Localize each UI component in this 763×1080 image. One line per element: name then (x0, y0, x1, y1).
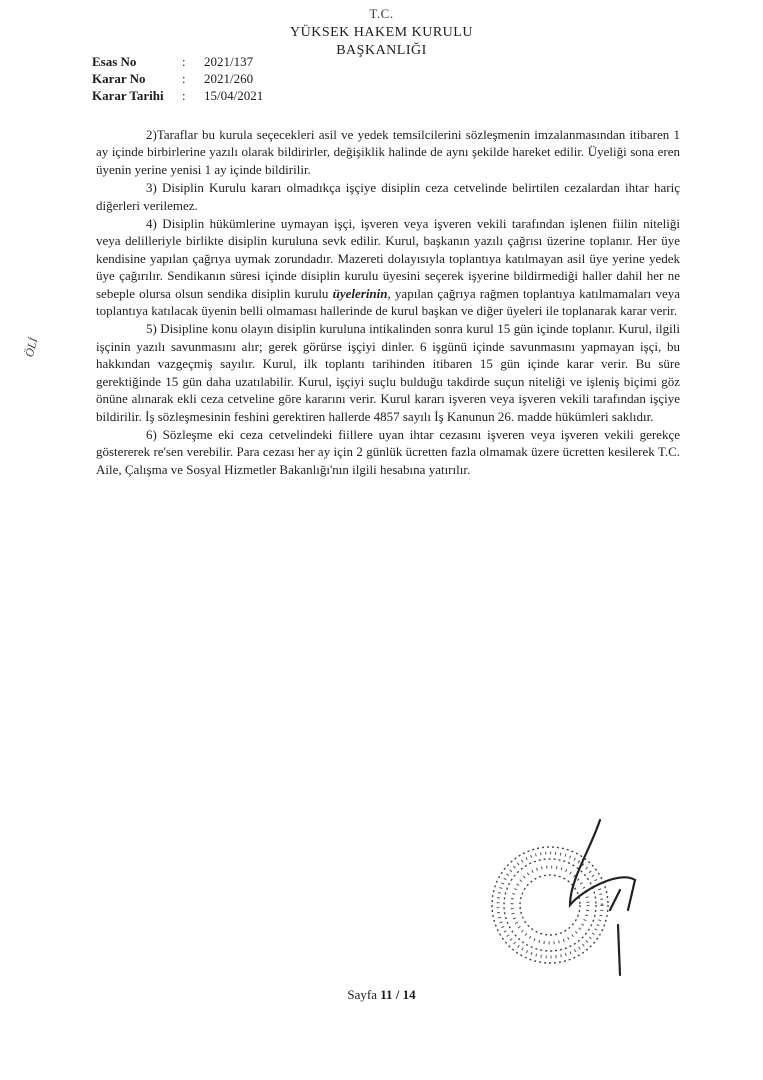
page-prefix: Sayfa (347, 987, 381, 1002)
document-header (0, 6, 763, 58)
page-footer (0, 987, 763, 1003)
paragraph-3: 3) Disiplin Kurulu kararı olmadıkça işçiye disiplin ceza cetvelinde belirtilen cezalardan ihtar hariç diğerleri verilemez. (96, 180, 680, 213)
karar-label: Karar No (92, 71, 146, 86)
esas-colon: : (182, 54, 186, 69)
paragraph-4-emphasis: üyelerinin (332, 285, 388, 301)
esas-label: Esas No (92, 54, 137, 69)
karar-colon: : (182, 71, 186, 86)
karar-row (92, 70, 263, 87)
paragraph-4 (96, 215, 680, 319)
tarih-colon: : (182, 88, 186, 103)
header-department: BAŞKANLIĞI (336, 43, 427, 58)
handwritten-margin-note: ÖLİ (21, 336, 41, 359)
header-tc: T.C. (369, 6, 394, 21)
page-current: 11 (380, 987, 393, 1002)
paragraph-2: 2)Taraflar bu kurula seçecekleri asil ve yedek temsilcilerini sözleşmenin imzalanmasından itibaren 1 ay içinde birbirlerine yazılı olarak bildirirler, değişiklik halinde de aynı şekilde hareket edilir. Üyeliği sona eren üyenin yerine yenisi 1 ay içinde bildirilir. (96, 127, 680, 177)
document-body (96, 126, 680, 479)
esas-value: 2021/137 (204, 54, 254, 69)
esas-row (92, 53, 263, 70)
paragraph-6: 6) Sözleşme eki ceza cetvelindeki fiillere uyan ihtar cezasını işveren veya işveren vekili gerekçe göstererek re'sen verebilir. Para cezası her ay için 2 günlük ücretten fazla olmamak üzere ücretten kesilerek T.C. Aile, Çalışma ve Sosyal Hizmetler Bakanlığı'nın ilgili hesabına yatırılır. (96, 426, 680, 477)
case-metadata (92, 53, 263, 104)
karar-value: 2021/260 (204, 71, 254, 86)
header-organization: YÜKSEK HAKEM KURULU (290, 25, 473, 40)
paragraph-5: 5) Disipline konu olayın disiplin kuruluna intikalinden sonra kurul 15 gün içinde toplanır. Kurul, ilgili işçinin yazılı savunmasını alır; gerek görürse işçiyi dinler. 6 işgünü içinde savunmasını yapmayan işçi, bu hakkından vazgeçmiş sayılır. Kurul, ilk toplantı tarihinden itibaren 15 gün içinde karar verir. Bu süre gerektiğinde 15 gün daha uzatılabilir. Kurul, işçiyi suçlu bulduğu takdirde suçun niteliği ve işleniş biçimi göz önüne alınarak ekli ceza cetveline göre kararını verir. Kurul kararı işveren veya işveren vekili tarafından işçiye bildirilir. İş sözleşmesinin feshini gerektiren hallerde 4857 sayılı İş Kanunun 26. madde hükümleri saklıdır. (96, 321, 680, 424)
tarih-row (92, 87, 263, 104)
paragraph-4-text-b: , yapılan çağrıya rağmen toplantıya katılmamaları veya toplantıya katılacak üyenin belli olmaması hallerinde de kurul başkan ve diğer üyeleri ile toplanarak karar verir. (96, 285, 680, 319)
tarih-label: Karar Tarihi (92, 88, 164, 103)
page-separator: / (392, 987, 403, 1002)
tarih-value: 15/04/2021 (204, 88, 264, 103)
paragraph-4-text-a: 4) Disiplin hükümlerine uymayan işçi, işveren veya işveren vekili tarafından işlenen fiilin niteliği veya delilleriyle birlikte disiplin kuruluna sevk edilir. Kurul, başkanın yazılı çağrısı üzerine toplanır. Her üye kendisine yapılan çağrıya uymak zorundadır. Mazereti dolayısıyla toplantıya katılmayan asil üye yerine yedek üye çağırılır. Sendikanın süresi içinde disiplin kurulu üyesini seçerek işyerine bildirmediği haller dahil her ne sebeple olursa olsun sendika disiplin kurulu (96, 216, 680, 301)
official-seal-and-signature (470, 810, 670, 990)
page-total: 14 (402, 987, 416, 1002)
